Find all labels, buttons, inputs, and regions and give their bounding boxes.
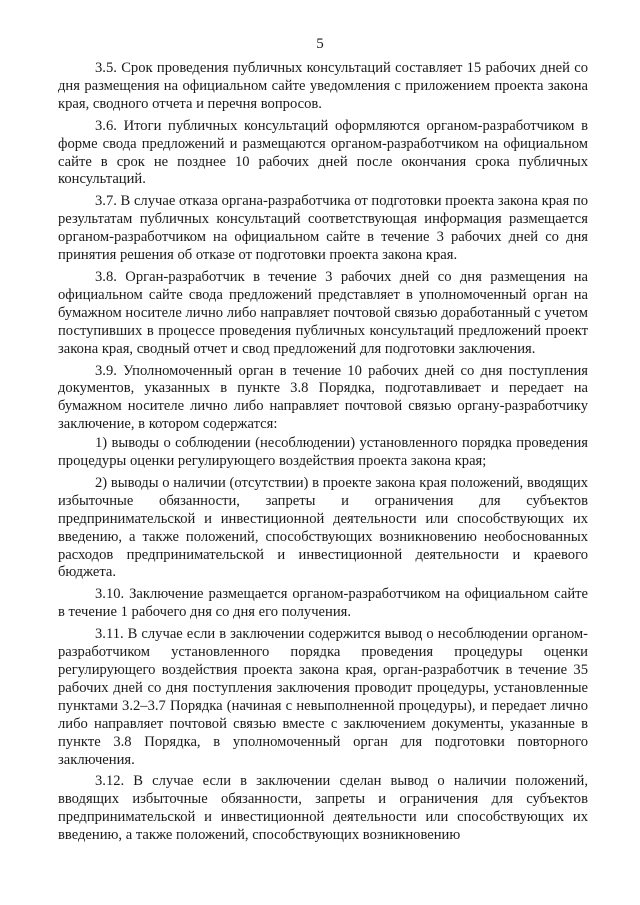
document-body bbox=[58, 60, 588, 849]
paragraph-3-12: 3.12. В случае если в заключении сделан вывод о наличии положений, вводящих избыточные обязанности, запреты и ограничения для субъектов предпринимательской и инвестиционной деятельности или способствующих их введению, а также положений, способствующих возникновению bbox=[58, 773, 588, 844]
paragraph-3-8: 3.8. Орган-разработчик в течение 3 рабочих дней со дня размещения на официальном сайте свода предложений представляет в уполномоченный орган на бумажном носителе лично либо направляет почтовой связью доработанный с учетом поступивших в процессе проведения публичных консультаций предложений проект закона края, сводный отчет и свод предложений для подготовки заключения. bbox=[58, 268, 588, 357]
list-item-2: 2) выводы о наличии (отсутствии) в проекте закона края положений, вводящих избыточные обязанности, запреты и ограничения для субъектов предпринимательской и инвестиционной деятельности или способствующих их введению, а также положений, способствующих возникновению необоснованных расходов предпринимательской и инвестиционной деятельности и краевого бюджета. bbox=[58, 474, 588, 581]
paragraph-3-6: 3.6. Итоги публичных консультаций оформляются органом-разработчиком в форме свода предложений и размещаются органом-разработчиком на официальном сайте в срок не позднее 10 рабочих дней после окончания срока публичных консультаций. bbox=[58, 117, 588, 188]
paragraph-3-7: 3.7. В случае отказа органа-разработчика от подготовки проекта закона края по результатам публичных консультаций соответствующая информация размещается органом-разработчиком на официальном сайте в течение 3 рабочих дней со дня принятия решения об отказе от подготовки проекта закона края. bbox=[58, 193, 588, 264]
list-item-1: 1) выводы о соблюдении (несоблюдении) установленного порядка проведения процедуры оценки регулирующего воздействия проекта закона края; bbox=[58, 435, 588, 470]
paragraph-3-10: 3.10. Заключение размещается органом-разработчиком на официальном сайте в течение 1 рабочего дня со дня его получения. bbox=[58, 586, 588, 621]
paragraph-3-9: 3.9. Уполномоченный орган в течение 10 рабочих дней со дня поступления документов, указанных в пункте 3.8 Порядка, подготавливает и передает на бумажном носителе лично либо направляет почтовой связью органу-разработчику заключение, в котором содержатся: bbox=[58, 362, 588, 433]
page-number: 5 bbox=[316, 36, 324, 52]
paragraph-3-5: 3.5. Срок проведения публичных консультаций составляет 15 рабочих дней со дня размещения на официальном сайте уведомления с приложением проекта закона края, сводного отчета и перечня вопросов. bbox=[58, 60, 588, 112]
paragraph-3-11: 3.11. В случае если в заключении содержится вывод о несоблюдении органом-разработчиком установленного порядка проведения процедуры оценки регулирующего воздействия проекта закона края, орган-разработчик в течение 35 рабочих дней со дня поступления заключения проводит процедуры, установленные пунктами 3.2–3.7 Порядка (начиная с невыполненной процедуры), и передает лично либо направляет почтовой связью вместе с заключением документы, указанные в пункте 3.8 Порядка, в уполномоченный орган для подготовки повторного заключения. bbox=[58, 626, 588, 768]
